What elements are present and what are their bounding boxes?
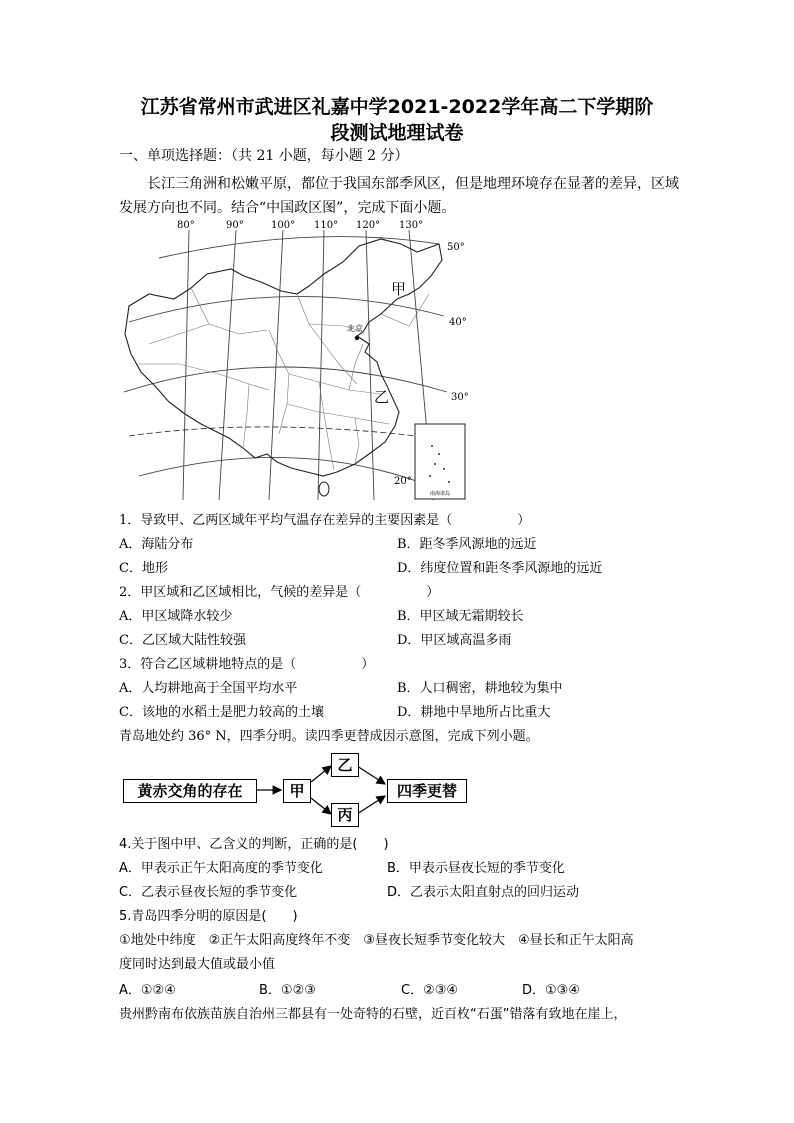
q4-option-d[interactable]: D．乙表示太阳直射点的回归运动 [387, 885, 580, 900]
beijing-label: 北京 [347, 324, 363, 333]
intro-paragraph-2: 青岛地处约 36° N，四季分明。读四季更替成因示意图，完成下列小题。 [119, 729, 539, 744]
lat-label-20: 20° [394, 476, 412, 487]
intro-paragraph-3: 贵州黔南布依族苗族自治州三都县有一处奇特的石壁，近百枚“石蛋”错落有致地在崖上， [119, 1007, 627, 1022]
q3-option-d[interactable]: D．耕地中旱地所占比重大 [397, 705, 551, 720]
inset-caption: 南海诸岛 [429, 491, 451, 497]
section-heading: 一、单项选择题：（共 21 小题，每小题 2 分） [119, 148, 409, 164]
lon-label-90: 90° [226, 220, 244, 231]
beijing-marker [355, 336, 359, 340]
q2-option-b[interactable]: B．甲区域无霜期较长 [397, 609, 524, 624]
q5-statements-line1: ①地处中纬度 ②正午太阳高度终年不变 ③昼夜长短季节变化较大 ④昼长和正午太阳高 [119, 933, 634, 948]
graticule [124, 230, 447, 500]
flow-box-source: 黄赤交角的存在 [123, 779, 257, 803]
q3-option-a[interactable]: A．人均耕地高于全国平均水平 [119, 681, 298, 696]
province-borders [139, 288, 429, 470]
lon-label-120: 120° [356, 220, 381, 231]
q1-option-c[interactable]: C．地形 [119, 561, 168, 576]
intro-paragraph-1: 长江三角洲和松嫩平原，都位于我国东部季风区，但是地理环境存在显著的差异，区域发展方向也不同。结合“中国政区图”，完成下面小题。 [119, 176, 679, 216]
climate-line [129, 427, 449, 440]
q3-option-c[interactable]: C．该地的水稻土是肥力较高的土壤 [119, 705, 324, 720]
q5-option-d[interactable]: D．①③④ [522, 983, 580, 998]
china-map [119, 214, 477, 506]
q4-option-c[interactable]: C．乙表示昼夜长短的季节变化 [119, 885, 298, 900]
region-jia-label: 甲 [391, 280, 407, 298]
q1-option-b[interactable]: B．距冬季风源地的远近 [397, 537, 537, 552]
flow-box-bing: 丙 [331, 803, 359, 827]
flow-box-jia: 甲 [283, 779, 311, 803]
lon-label-110: 110° [314, 220, 339, 231]
q5-option-c[interactable]: C．②③④ [401, 983, 459, 998]
lon-label-100: 100° [271, 220, 296, 231]
q4-stem: 4.关于图中甲、乙含义的判断，正确的是( ) [119, 837, 389, 852]
q4-option-a[interactable]: A．甲表示正午太阳高度的季节变化 [119, 861, 323, 876]
q1-option-d[interactable]: D．纬度位置和距冬季风源地的远近 [397, 561, 603, 576]
lon-label-80: 80° [177, 220, 195, 231]
hainan-island [319, 482, 329, 496]
q4-option-b[interactable]: B．甲表示昼夜长短的季节变化 [387, 861, 565, 876]
q1-stem: 1．导致甲、乙两区域年平均气温存在差异的主要因素是（ ） [119, 513, 531, 528]
lat-label-30: 30° [451, 392, 469, 403]
q2-option-c[interactable]: C．乙区域大陆性较强 [119, 633, 246, 648]
china-outline [125, 239, 442, 476]
flow-box-yi: 乙 [331, 753, 359, 777]
q2-option-a[interactable]: A．甲区域降水较少 [119, 609, 233, 624]
q3-option-b[interactable]: B．人口稠密，耕地较为集中 [397, 681, 563, 696]
flow-box-result: 四季更替 [387, 779, 467, 803]
q2-option-d[interactable]: D．甲区域高温多雨 [397, 633, 512, 648]
q3-stem: 3．符合乙区域耕地特点的是（ ） [119, 657, 375, 672]
exam-title-line2: 段测试地理试卷 [330, 122, 464, 144]
q5-stem: 5.青岛四季分明的原因是( ) [119, 909, 298, 924]
south-china-sea-inset [415, 424, 465, 499]
region-yi-label: 乙 [374, 388, 390, 406]
exam-title-line1: 江苏省常州市武进区礼嘉中学2021-2022学年高二下学期阶 [140, 96, 654, 118]
q1-option-a[interactable]: A．海陆分布 [119, 537, 194, 552]
q5-option-b[interactable]: B．①②③ [259, 983, 316, 998]
q5-statements-line2: 度同时达到最大值或最小值 [119, 957, 276, 972]
lat-label-40: 40° [449, 317, 467, 328]
lon-label-130: 130° [399, 220, 424, 231]
q5-option-a[interactable]: A．①②④ [119, 983, 176, 998]
seasons-flow-diagram [119, 750, 479, 830]
q2-stem: 2．甲区域和乙区域相比，气候的差异是（ ） [119, 585, 440, 600]
lat-label-50: 50° [447, 242, 465, 253]
